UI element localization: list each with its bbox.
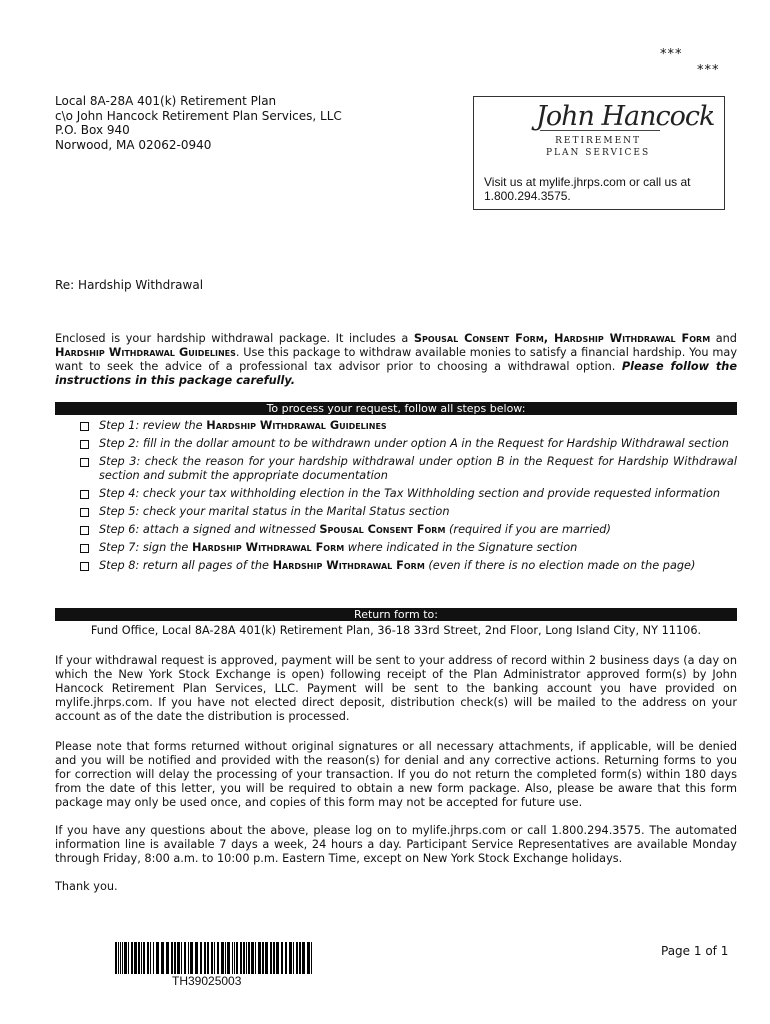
step-text: Step 5: check your marital status in the Marital Status section: [99, 505, 450, 518]
barcode-bar: [207, 942, 209, 974]
header-stars-2: ***: [697, 63, 720, 78]
sender-address: [55, 94, 342, 152]
barcode-bar: [234, 942, 235, 974]
step-5: [80, 505, 737, 519]
barcode-bar: [281, 942, 283, 974]
barcode-bar: [276, 942, 279, 974]
barcode-bar: [171, 942, 173, 974]
checkbox-icon: [80, 544, 89, 553]
barcode-bar: [184, 942, 186, 974]
page-number: Page 1 of 1: [661, 944, 729, 958]
payment-paragraph: If your withdrawal request is approved, payment will be sent to your address of record within 2 business days (a day on which the New York Stock Exchange is open) following receipt of the Plan Administrator approved form(s) by John Hancock Retirement Plan Services, LLC. Payment will be sent to the banking account you have provided on mylife.jhrps.com. If you have not elected direct deposit, distribution check(s) will be mailed to the address on your account as of the date the distribution is processed.: [55, 654, 737, 723]
logo-sub-line: PLAN SERVICES: [546, 148, 651, 158]
header-stars-1: ***: [660, 47, 683, 62]
barcode-bar: [143, 942, 145, 974]
checkbox-icon: [80, 562, 89, 571]
form-name: Hardship Withdrawal Guidelines: [206, 419, 387, 432]
step-text: Step 6: attach a signed and witnessed: [99, 523, 320, 536]
checkbox-icon: [80, 508, 89, 517]
barcode-bar: [255, 942, 256, 974]
intro-paragraph: [55, 332, 737, 388]
logo-box: [473, 96, 725, 210]
barcode-bar: [128, 942, 129, 974]
barcode-bar: [188, 942, 189, 974]
barcode-bar: [246, 942, 247, 974]
visit-text: [484, 175, 691, 203]
form-name: Hardship Withdrawal Form: [554, 332, 711, 345]
step-8: [80, 559, 737, 573]
barcode-bar: [296, 942, 298, 974]
checkbox-icon: [80, 422, 89, 431]
barcode-bar: [131, 942, 133, 974]
step-text: Step 8: return all pages of the: [99, 559, 273, 572]
step-text: (even if there is no election made on the page): [424, 559, 696, 572]
barcode-bar: [211, 942, 213, 974]
closing-text: Thank you.: [55, 880, 118, 893]
barcode-bar: [270, 942, 272, 974]
barcode-bar: [134, 942, 137, 974]
barcode-bar: [120, 942, 121, 974]
barcode-bar: [174, 942, 176, 974]
step-text: Step 1: review the: [99, 419, 207, 432]
barcode-bar: [251, 942, 254, 974]
address-line: Local 8A-28A 401(k) Retirement Plan: [55, 94, 277, 108]
john-hancock-logo: John Hancock: [536, 101, 715, 132]
visit-line: Visit us at mylife.jhrps.com or call us at: [484, 175, 691, 189]
visit-line: 1.800.294.3575.: [484, 189, 571, 203]
address-line: Norwood, MA 02062-0940: [55, 137, 212, 152]
intro-text: and: [710, 332, 737, 345]
barcode-bar: [302, 942, 305, 974]
barcode-bar: [195, 942, 198, 974]
barcode-bar: [181, 942, 182, 974]
checkbox-icon: [80, 440, 89, 449]
steps-header-bar: To process your request, follow all steps below:: [55, 402, 737, 415]
step-6: [80, 523, 737, 537]
barcode-image: [115, 942, 312, 974]
barcode-bar: [156, 942, 159, 974]
form-name: Spousal Consent Form: [319, 523, 446, 536]
form-name: Spousal Consent Form: [413, 332, 544, 345]
barcode-bar: [214, 942, 215, 974]
address-line: P.O. Box 940: [55, 123, 130, 137]
note-paragraph: Please note that forms returned without original signatures or all necessary attachments, if applicable, will be denied and you will be notified and provided with the reason(s) for denial and any corrective actions. Returning forms to you for correction will delay the processing of your transaction. If you do not return the completed form(s) within 180 days from the date of this letter, you will be required to obtain a new form package. Also, please be aware that this form package may only be used once, and copies of this form may not be accepted for future use.: [55, 740, 737, 809]
logo-divider: [540, 130, 660, 131]
barcode-bar: [248, 942, 250, 974]
barcode-bar: [177, 942, 180, 974]
barcode-number: TH39025003: [172, 974, 242, 988]
barcode-bar: [225, 942, 226, 974]
form-name: Hardship Withdrawal Form: [272, 559, 425, 572]
step-7: [80, 541, 737, 555]
barcode-bar: [227, 942, 230, 974]
return-address: Fund Office, Local 8A-28A 401(k) Retirement Plan, 36-18 33rd Street, 2nd Floor, Long Island City, NY 11106.: [90, 624, 702, 637]
barcode-bar: [200, 942, 202, 974]
barcode-bar: [138, 942, 140, 974]
barcode-bar: [258, 942, 261, 974]
barcode-bar: [217, 942, 219, 974]
barcode-bar: [153, 942, 154, 974]
barcode-bar: [115, 942, 117, 974]
checkbox-icon: [80, 490, 89, 499]
barcode-bar: [236, 942, 238, 974]
barcode-bar: [311, 942, 312, 974]
barcode-bar: [141, 942, 142, 974]
barcode-bar: [190, 942, 193, 974]
barcode-bar: [285, 942, 287, 974]
steps-list: [80, 419, 737, 577]
barcode-bar: [124, 942, 127, 974]
barcode-bar: [273, 942, 275, 974]
barcode-bar: [265, 942, 268, 974]
barcode-bar: [221, 942, 224, 974]
intro-text: Enclosed is your hardship withdrawal package. It includes a: [55, 332, 414, 345]
intro-text: . Use this package to withdraw available monies to satisfy a financial hardship. You may want to seek the advice of a professional tax advisor prior to choosing a withdrawal option.: [55, 346, 737, 373]
form-name: Hardship Withdrawal Form: [191, 541, 345, 554]
barcode-bar: [150, 942, 151, 974]
barcode-bar: [118, 942, 119, 974]
barcode-bar: [262, 942, 264, 974]
barcode-bar: [122, 942, 123, 974]
form-name: Hardship Withdrawal Guidelines: [55, 346, 236, 359]
step-text: Step 3: check the reason for your hardship withdrawal under option B in the Request for Hardship Withdrawal section and submit the appropriate documentation: [99, 455, 737, 482]
barcode-bar: [147, 942, 149, 974]
step-3: [80, 455, 737, 483]
barcode-bar: [204, 942, 206, 974]
checkbox-icon: [80, 526, 89, 535]
barcode-bar: [161, 942, 164, 974]
step-text: Step 4: check your tax withholding election in the Tax Withholding section and provide requested information: [99, 487, 721, 500]
step-text: (required if you are married): [445, 523, 611, 536]
address-line: c\o John Hancock Retirement Plan Services, LLC: [55, 108, 342, 123]
step-2: [80, 437, 737, 451]
barcode-bar: [307, 942, 310, 974]
barcode-bar: [293, 942, 294, 974]
logo-sub-line: RETIREMENT: [555, 136, 642, 146]
barcode-bar: [240, 942, 242, 974]
barcode-bar: [243, 942, 245, 974]
intro-emphasis: Please follow the instructions in this package carefully.: [55, 360, 737, 387]
step-4: [80, 487, 737, 501]
step-text: Step 2: fill in the dollar amount to be withdrawn under option A in the Request for Hardship Withdrawal section: [99, 437, 729, 450]
return-header-bar: Return form to:: [55, 608, 737, 621]
questions-paragraph: If you have any questions about the above, please log on to mylife.jhrps.com or call 1.800.294.3575. The automated information line is available 7 days a week, 24 hours a day. Participant Service Representatives are available Monday through Friday, 8:00 a.m. to 10:00 p.m. Eastern Time, except on New York Stock Exchange holidays.: [55, 824, 737, 865]
barcode-bar: [289, 942, 292, 974]
logo-subtitle: [546, 135, 650, 159]
subject-line: Re: Hardship Withdrawal: [55, 278, 204, 292]
step-text: where indicated in the Signature section: [344, 541, 578, 554]
barcode-bar: [166, 942, 169, 974]
barcode-bar: [232, 942, 233, 974]
step-text: Step 7: sign the: [99, 541, 192, 554]
barcode-bar: [299, 942, 301, 974]
checkbox-icon: [80, 458, 89, 467]
intro-text: ,: [543, 332, 554, 345]
step-1: [80, 419, 737, 433]
